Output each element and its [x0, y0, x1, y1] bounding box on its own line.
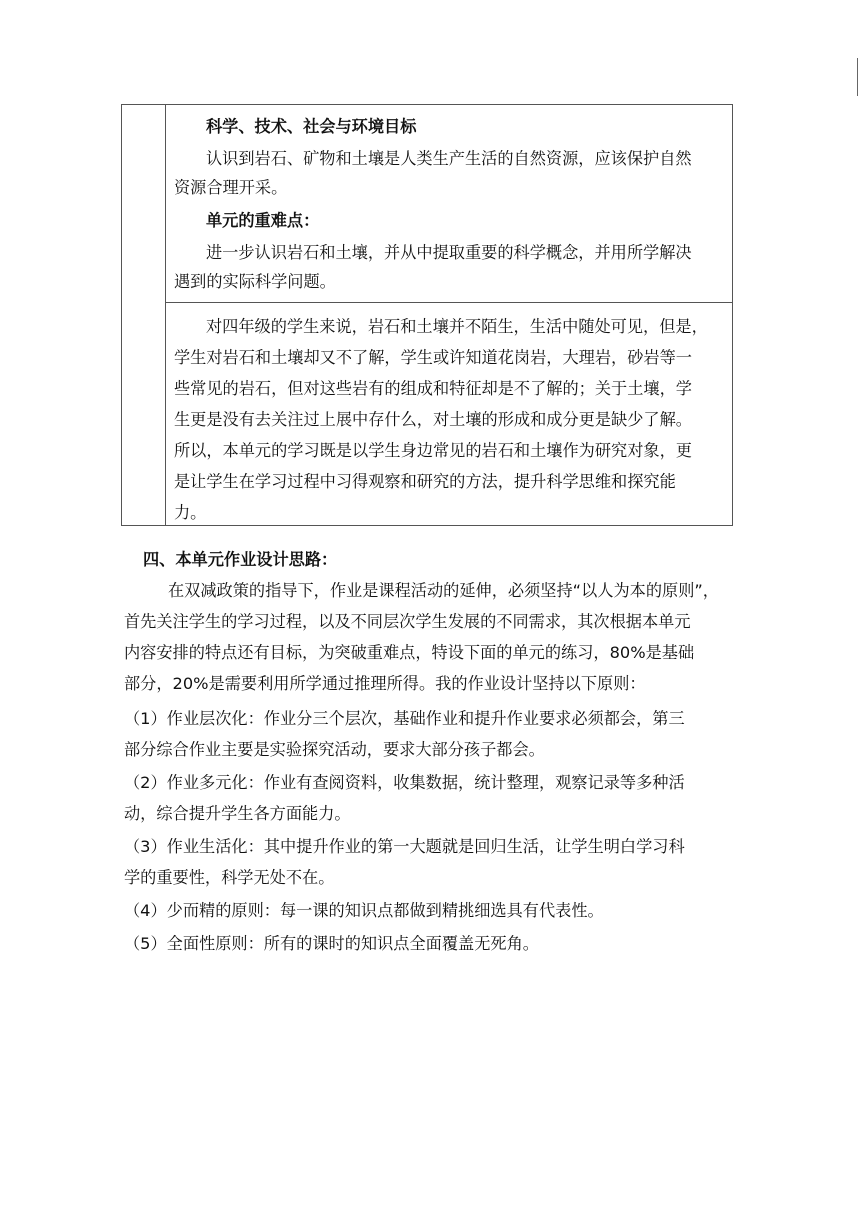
goal-text-line: 资源合理开采。	[174, 178, 288, 197]
unit-table	[121, 104, 733, 526]
analysis-line: 学生对岩石和土壤却又不了解，学生或许知道花岗岩，大理岩，砂岩等一	[174, 348, 692, 367]
analysis-line: 是让学生在学习过程中习得观察和研究的方法，提升科学思维和探究能	[174, 472, 676, 491]
key-points-text-line: 进一步认识岩石和土壤，并从中提取重要的科学概念，并用所学解决	[206, 243, 692, 262]
goal-heading-sts: 科学、技术、社会与环境目标	[206, 117, 417, 136]
intro-line: 内容安排的特点还有目标，为突破重难点，特设下面的单元的练习，80%是基础	[124, 643, 695, 662]
principle-line: （1）作业层次化：作业分三个层次，基础作业和提升作业要求必须都会，第三	[124, 709, 685, 728]
analysis-line: 些常见的岩石，但对这些岩有的组成和特征却是不了解的；关于土壤，学	[174, 379, 692, 398]
section-heading: 四、本单元作业设计思路：	[143, 550, 338, 569]
principle-line: （4）少而精的原则：每一课的知识点都做到精挑细选具有代表性。	[124, 901, 604, 920]
principle-line: （3）作业生活化：其中提升作业的第一大题就是回归生活，让学生明白学习科	[124, 837, 685, 856]
page-edge-marker	[857, 58, 858, 96]
intro-line: 在双减政策的指导下，作业是课程活动的延伸，必须坚持“以人为本的原则”，	[168, 581, 719, 600]
analysis-line: 力。	[174, 503, 207, 522]
table-left-column	[122, 105, 166, 525]
principle-line: （2）作业多元化：作业有查阅资料，收集数据，统计整理，观察记录等多种活	[124, 773, 685, 792]
key-points-text-line: 遇到的实际科学问题。	[174, 272, 336, 291]
principle-line: （5）全面性原则：所有的课时的知识点全面覆盖无死角。	[124, 934, 539, 953]
table-row-goals	[166, 105, 732, 303]
intro-line: 部分，20%是需要利用所学通过推理所得。我的作业设计坚持以下原则：	[124, 674, 646, 693]
analysis-line: 生更是没有去关注过上展中存什么，对土壤的形成和成分更是缺少了解。	[174, 410, 692, 429]
goal-text-line: 认识到岩石、矿物和土壤是人类生产生活的自然资源，应该保护自然	[206, 149, 692, 168]
analysis-line: 对四年级的学生来说，岩石和土壤并不陌生，生活中随处可见，但是，	[206, 317, 708, 336]
table-row-analysis	[166, 303, 732, 525]
principle-line: 部分综合作业主要是实验探究活动，要求大部分孩子都会。	[124, 740, 545, 759]
principle-line: 动，综合提升学生各方面能力。	[124, 804, 351, 823]
principle-line: 学的重要性，科学无处不在。	[124, 868, 335, 887]
analysis-line: 所以，本单元的学习既是以学生身边常见的岩石和土壤作为研究对象，更	[174, 441, 692, 460]
intro-line: 首先关注学生的学习过程，以及不同层次学生发展的不同需求，其次根据本单元	[124, 612, 691, 631]
key-points-heading: 单元的重难点：	[206, 211, 320, 230]
